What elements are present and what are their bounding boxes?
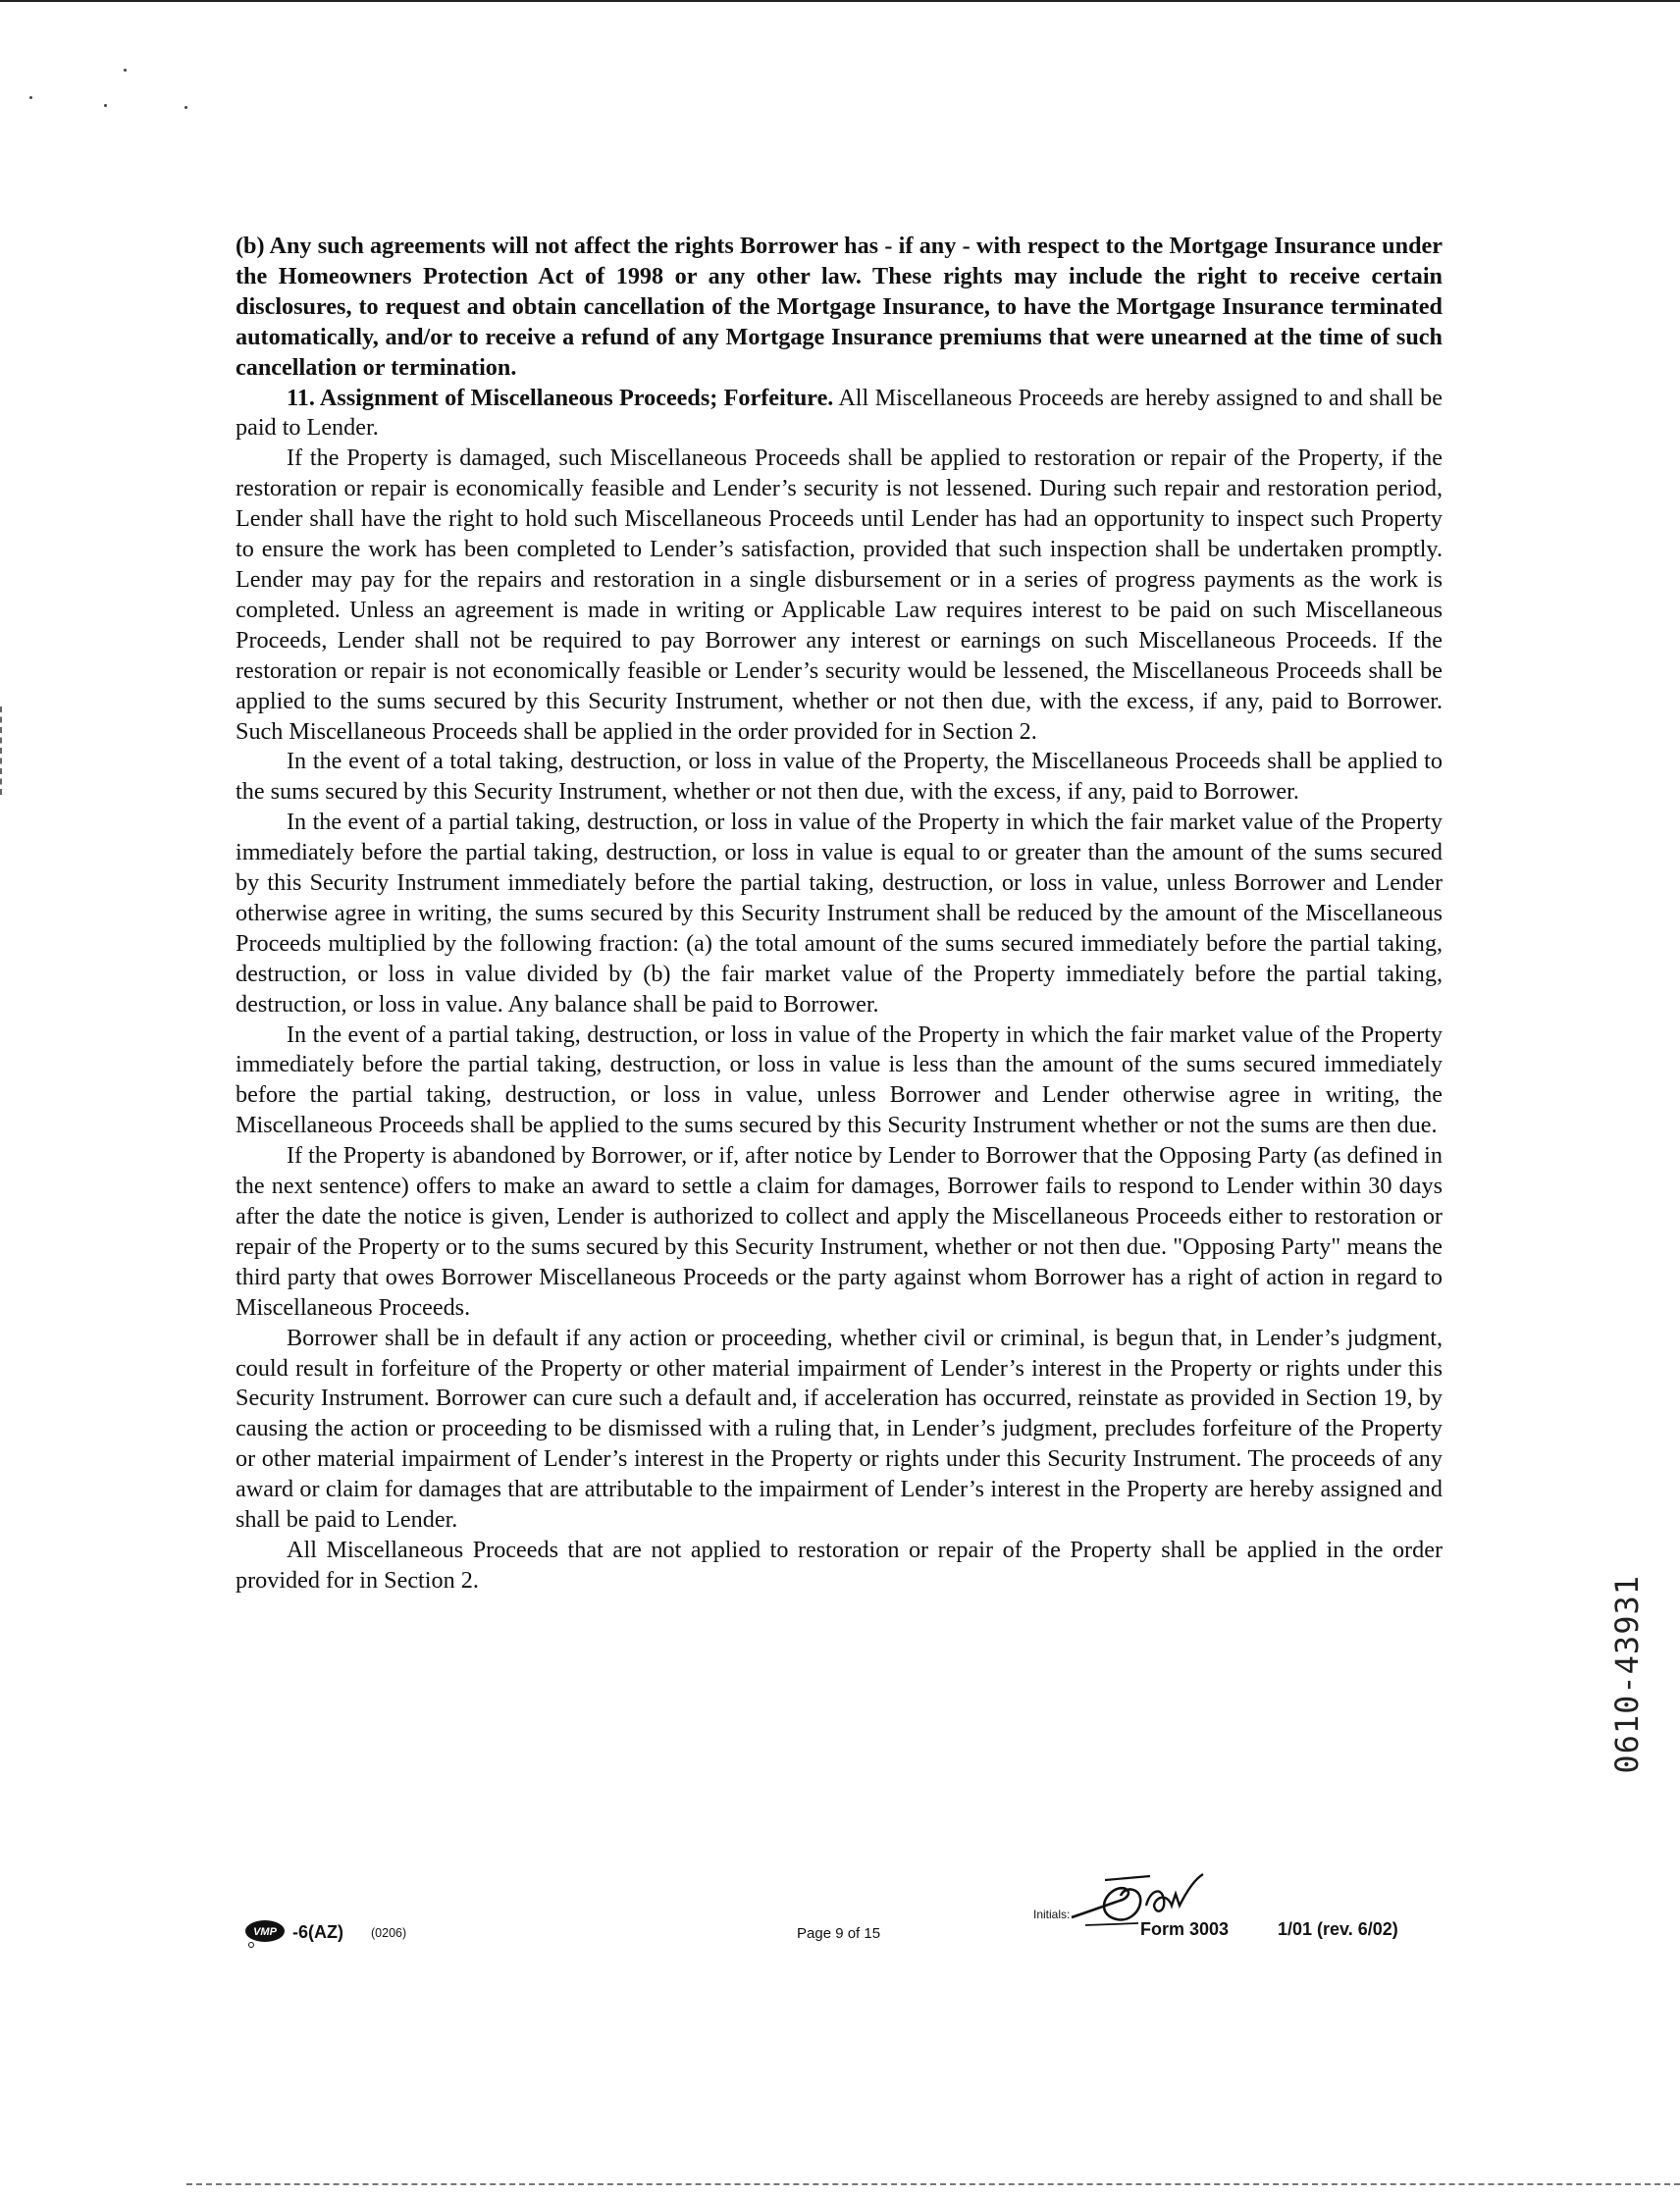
paragraph-borrower-default: Borrower shall be in default if any action or proceeding, whether civil or criminal, is begun that, in Lender’s judgment, could result in forfeiture of the Property or other material impairment of Lender’s interest in the Property or rights under this Security Instrument. Borrower can cure such a default and, if acceleration has occurred, reinstate as provided in Section 19, by causing the action or proceeding to be dismissed with a ruling that, in Lender’s judgment, precludes forfeiture of the Property or other material impairment of Lender’s interest in the Property or rights under this Security Instrument. The proceeds of any award or claim for damages that are attributable to the impairment of Lender’s interest in the Property are hereby assigned and shall be paid to Lender. <box>236 1324 1443 1534</box>
paragraph-partial-taking-less: In the event of a partial taking, destruction, or loss in value of the Property in which the fair market value of the Property immediately before the partial taking, destruction, or loss in value is less than the amount of the sums secured immediately before the partial taking, destruction, or loss in value, unless Borrower and Lender otherwise agree in writing, the Miscellaneous Proceeds shall be applied to the sums secured by this Security Instrument whether or not the sums are then due. <box>236 1020 1443 1139</box>
security-instrument-body <box>236 232 1443 1596</box>
paragraph-property-damaged: If the Property is damaged, such Miscellaneous Proceeds shall be applied to restoration or repair of the Property, if the restoration or repair is economically feasible and Lender’s security is not lessened. During such repair and restoration period, Lender shall have the right to hold such Miscellaneous Proceeds until Lender has had an opportunity to inspect such Property to ensure the work has been completed to Lender’s satisfaction, provided that such inspection shall be undertaken promptly. Lender may pay for the repairs and restoration in a single disbursement or in a series of progress payments as the work is completed. Unless an agreement is made in writing or Applicable Law requires interest to be paid on such Miscellaneous Proceeds, Lender shall not be required to pay Borrower any interest or earnings on such Miscellaneous Proceeds. If the restoration or repair is not economically feasible or Lender’s security would be lessened, the Miscellaneous Proceeds shall be applied to the sums secured by this Security Instrument, whether or not then due, with the excess, if any, paid to Borrower. Such Miscellaneous Proceeds shall be applied in the order provided for in Section 2. <box>236 445 1443 745</box>
vertical-document-number <box>1607 1575 1647 1869</box>
document-number-text: 0610-43931 <box>1608 1575 1646 1774</box>
section-11-heading: 11. Assignment of Miscellaneous Proceeds; Forfeiture. <box>287 384 834 411</box>
scan-speck <box>184 106 187 109</box>
top-border-line <box>0 0 1680 2</box>
scan-speck <box>124 69 127 72</box>
scan-speck <box>104 104 107 107</box>
vmp-logo-text: VMP <box>253 1926 277 1938</box>
bottom-border-line <box>186 2183 1680 2185</box>
page-number: Page 9 of 15 <box>797 1925 881 1942</box>
paragraph-partial-taking-greater: In the event of a partial taking, destruction, or loss in value of the Property in which the fair market value of the Property immediately before the partial taking, destruction, or loss in value is equal to or greater than the amount of the sums secured by this Security Instrument immediately before the partial taking, destruction, or loss in value, unless Borrower and Lender otherwise agree in writing, the sums secured by this Security Instrument shall be reduced by the amount of the Miscellaneous Proceeds multiplied by the following fraction: (a) the total amount of the sums secured immediately before the partial taking, destruction, or loss in value divided by (b) the fair market value of the Property immediately before the partial taking, destruction, or loss in value. Any balance shall be paid to Borrower. <box>236 809 1443 1018</box>
scan-speck <box>29 96 32 99</box>
vmp-logo-icon <box>243 1918 290 1948</box>
section-11-intro: All Miscellaneous Proceeds are hereby assigned to and shall be paid to Lender. <box>236 384 1443 442</box>
form-revision: 1/01 (rev. 6/02) <box>1278 1919 1398 1939</box>
paragraph-all-proceeds: All Miscellaneous Proceeds that are not applied to restoration or repair of the Property shall be applied in the order provided for in Section 2. <box>236 1536 1443 1594</box>
initials-label: Initials: <box>1033 1908 1071 1921</box>
section-11-paragraph <box>236 384 1443 445</box>
paragraph-b-mortgage-insurance: (b) Any such agreements will not affect the rights Borrower has - if any - with respect to the Mortgage Insurance under the Homeowners Protection Act of 1998 or any other law. These rights may include the right to receive certain disclosures, to request and obtain cancellation of the Mortgage Insurance, to have the Mortgage Insurance terminated automatically, and/or to receive a refund of any Mortgage Insurance premiums that were unearned at the time of such cancellation or termination. <box>236 233 1443 381</box>
paragraph-property-abandoned: If the Property is abandoned by Borrower, or if, after notice by Lender to Borrower that the Opposing Party (as defined in the next sentence) offers to make an award to settle a claim for damages, Borrower fails to respond to Lender within 30 days after the date the notice is given, Lender is authorized to collect and apply the Miscellaneous Proceeds either to restoration or repair of the Property or to the sums secured by this Security Instrument, whether or not then due. "Opposing Party" means the third party that owes Borrower Miscellaneous Proceeds or the party against whom Borrower has a right of action in regard to Miscellaneous Proceeds. <box>236 1142 1443 1321</box>
form-name: Form 3003 <box>1140 1919 1230 1939</box>
form-code: -6(AZ) <box>292 1922 343 1942</box>
form-code-date: (0206) <box>371 1926 407 1940</box>
left-margin-mark <box>0 706 5 795</box>
paragraph-total-taking: In the event of a total taking, destruction, or loss in value of the Property, the Miscellaneous Proceeds shall be applied to the sums secured by this Security Instrument, whether or not then due, with the excess, if any, paid to Borrower. <box>236 748 1443 806</box>
